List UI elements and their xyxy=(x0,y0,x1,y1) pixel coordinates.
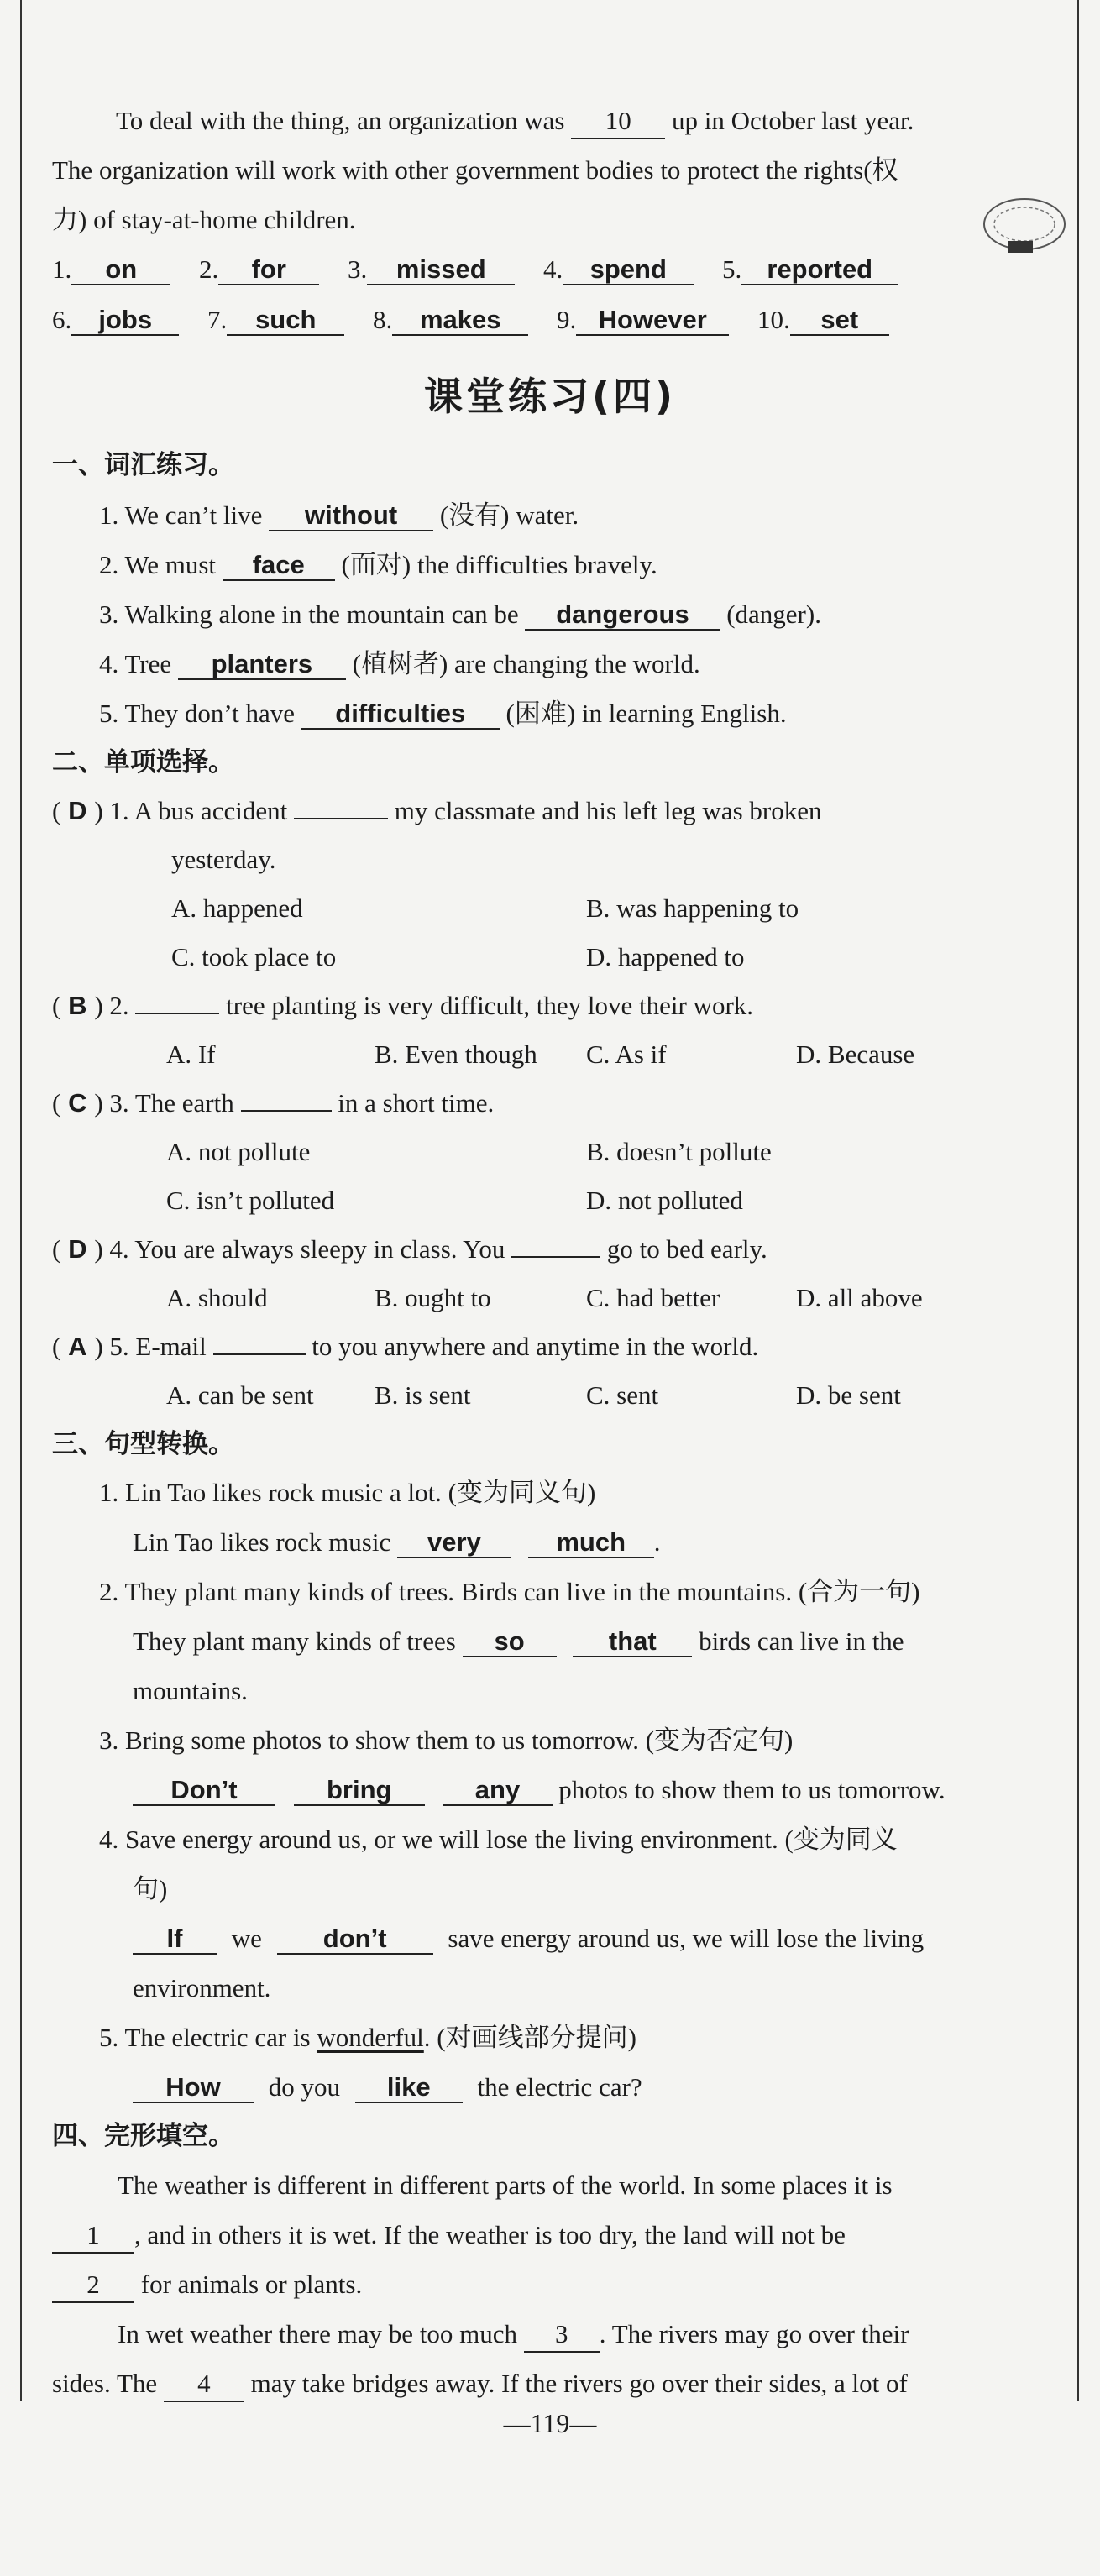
mc-answer-2: B xyxy=(68,991,87,1020)
mc-question-4: ( D ) 4. You are always sleepy in class. You go to bed early. xyxy=(52,1234,767,1264)
vocab-item-5: 5. They don’t have difficulties (困难) in learning English. xyxy=(99,699,787,728)
vocab-item-1: 1. We can’t live without (没有) water. xyxy=(99,500,579,530)
heading-vocabulary: 一、词汇练习。 xyxy=(52,450,234,480)
heading-multiple-choice: 二、单项选择。 xyxy=(52,747,234,778)
mc-answer-4: D xyxy=(68,1234,87,1264)
left-margin-line xyxy=(20,0,22,2401)
vocab-item-2: 2. We must face (面对) the difficulties bravely. xyxy=(99,550,657,579)
transform-answer-1: Lin Tao likes rock music very much . xyxy=(133,1527,661,1557)
heading-sentence-transform: 三、句型转换。 xyxy=(52,1429,234,1459)
answer-9: However xyxy=(576,306,729,336)
mc1-option-a: A. happened xyxy=(171,893,303,923)
cloze-line-3: 2 for animals or plants. xyxy=(52,2268,362,2303)
blank-3: 3 xyxy=(524,2317,600,2353)
vocab-item-3: 3. Walking alone in the mountain can be dangerous (danger). xyxy=(99,599,821,629)
cloze-line-4: In wet weather there may be too much 3 . The rivers may go over their xyxy=(118,2317,909,2353)
passage-line-3: 力) of stay-at-home children. xyxy=(52,205,356,234)
transform-answer-3: Don’t bring any photos to show them to us tomorrow. xyxy=(133,1773,945,1807)
answer-1: on xyxy=(71,255,170,285)
mc-question-5: ( A ) 5. E-mail to you anywhere and anytime in the world. xyxy=(52,1332,759,1361)
answer-4: spend xyxy=(563,255,694,285)
blank-4: 4 xyxy=(164,2367,244,2402)
page-number: —119— xyxy=(503,2408,597,2438)
mc1-option-b: B. was happening to xyxy=(586,893,799,923)
vocab-item-4: 4. Tree planters (植树者) are changing the world. xyxy=(99,649,700,678)
transform-answer-4: If we don’t save energy around us, we will lose the living xyxy=(133,1922,924,1956)
passage-line-2: The organization will work with other government bodies to protect the rights(权 xyxy=(52,155,898,185)
mc1-option-c: C. took place to xyxy=(171,942,337,971)
cloze-line-5: sides. The 4 may take bridges away. If the rivers go over their sides, a lot of xyxy=(52,2367,908,2402)
transform-answer-5: How do you like the electric car? xyxy=(133,2071,642,2104)
mc-answer-1: D xyxy=(68,796,87,825)
mc-answer-5: A xyxy=(68,1332,87,1361)
mc-question-1: ( D ) 1. A bus accident my classmate and his left leg was broken xyxy=(52,796,822,825)
passage-line-1: To deal with the thing, an organization was 10 up in October last year. xyxy=(116,104,914,139)
mc-answer-3: C xyxy=(68,1088,87,1118)
right-margin-line xyxy=(1077,0,1079,2401)
blank-2: 2 xyxy=(52,2268,134,2303)
answer-3: missed xyxy=(367,255,515,285)
cloze-line-2: 1 , and in others it is wet. If the weather is too dry, the land will not be xyxy=(52,2218,846,2254)
mc-question-3: ( C ) 3. The earth in a short time. xyxy=(52,1088,495,1118)
answer-5: reported xyxy=(741,255,898,285)
heading-cloze: 四、完形填空。 xyxy=(52,2121,234,2151)
answer-2: for xyxy=(218,255,319,285)
mc-question-2: ( B ) 2. tree planting is very difficult, they love their work. xyxy=(52,991,754,1020)
section-title: 课堂练习(四) xyxy=(423,374,677,419)
answer-8: makes xyxy=(392,306,528,336)
answer-10: set xyxy=(790,306,889,336)
blank-10: 10 xyxy=(571,104,665,139)
answer-6: jobs xyxy=(71,306,179,336)
transform-question-5: 5. The electric car is wonderful. (对画线部分提问) xyxy=(99,2023,636,2052)
mc1-option-d: D. happened to xyxy=(586,942,745,971)
stamp-icon xyxy=(974,189,1075,264)
answer-7: such xyxy=(227,306,344,336)
answer-row-1: 1. on 2. for 3. missed 4. spend 5. reported xyxy=(52,253,898,286)
transform-answer-2: They plant many kinds of trees so that birds can live in the xyxy=(133,1626,904,1656)
answer-row-2: 6. jobs 7. such 8. makes 9. However 10. set xyxy=(52,303,889,337)
blank-1: 1 xyxy=(52,2218,134,2254)
